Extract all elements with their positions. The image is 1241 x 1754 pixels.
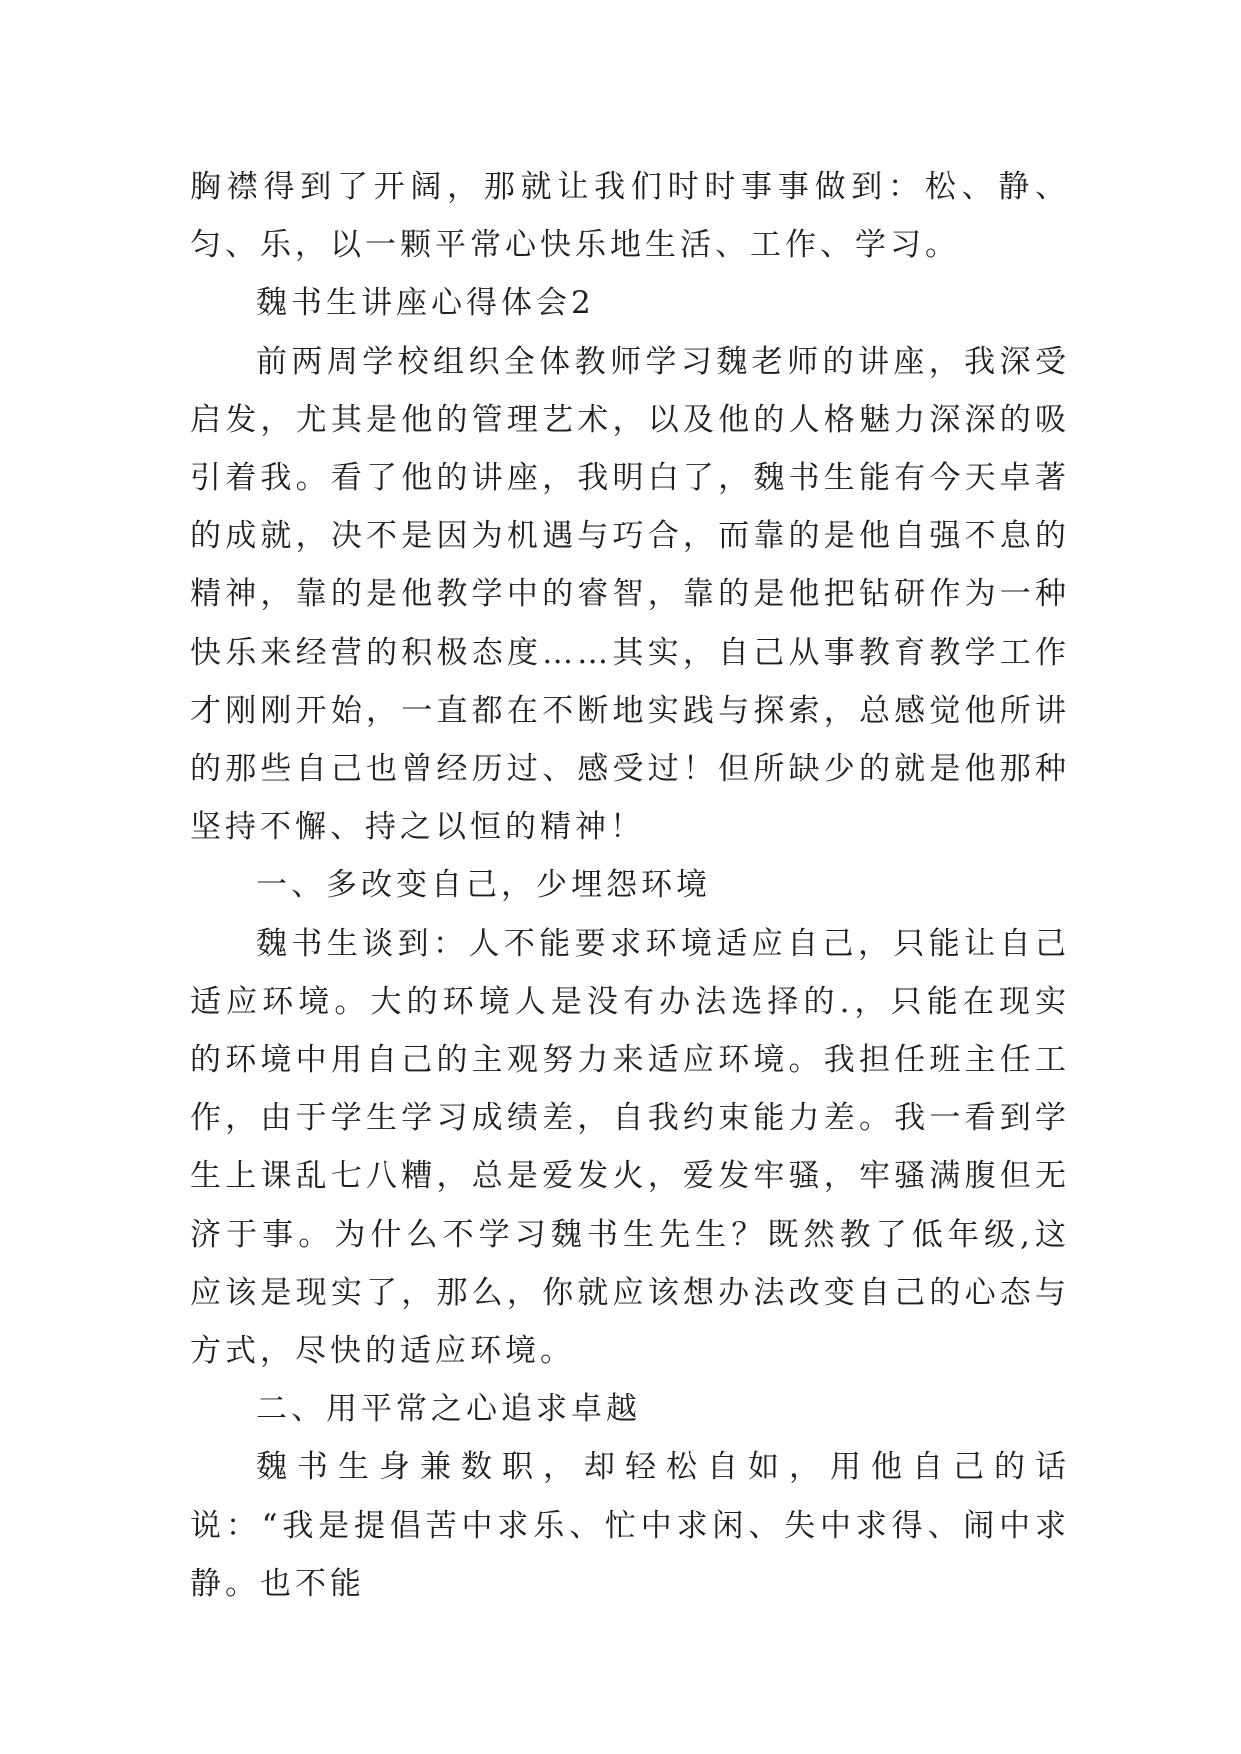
document-body (190, 158, 1070, 1613)
paragraph-section-2: 魏书生身兼数职，却轻松自如，用他自己的话说：“我是提倡苦中求乐、忙中求闲、失中求得、闹中求静。也不能 (190, 1449, 1070, 1602)
paragraph-intro: 前两周学校组织全体教师学习魏老师的讲座，我深受启发，尤其是他的管理艺术，以及他的人格魅力深深的吸引着我。看了他的讲座，我明白了，魏书生能有今天卓著的成就，决不是因为机遇与巧合，而靠的是他自强不息的精神，靠的是他教学中的睿智，靠的是他把钻研作为一种快乐来经营的积极态度……其实，自己从事教育教学工作才刚刚开始，一直都在不断地实践与探索，总感觉他所讲的那些自己也曾经历过、感受过！但所缺少的就是他那种坚持不懈、持之以恒的精神！ (190, 343, 1070, 846)
paragraph-section-1: 魏书生谈到：人不能要求环境适应自己，只能让自己适应环境。大的环境人是没有办法选择的.，只能在现实的环境中用自己的主观努力来适应环境。我担任班主任工作，由于学生学习成绩差，自我约束能力差。我一看到学生上课乱七八糟，总是爱发火，爱发牢骚，牢骚满腹但无济于事。为什么不学习魏书生先生？既然教了低年级,这应该是现实了，那么，你就应该想办法改变自己的心态与方式，尽快的适应环境。 (190, 925, 1070, 1370)
article-title: 魏书生讲座心得体会2 (256, 285, 595, 322)
section-heading-1: 一、多改变自己，少埋怨环境 (256, 867, 711, 904)
section-heading-2: 二、用平常之心追求卓越 (256, 1391, 641, 1428)
paragraph-continuation: 胸襟得到了开阔，那就让我们时时事事做到：松、静、匀、乐，以一颗平常心快乐地生活、工作、学习。 (190, 169, 1070, 264)
